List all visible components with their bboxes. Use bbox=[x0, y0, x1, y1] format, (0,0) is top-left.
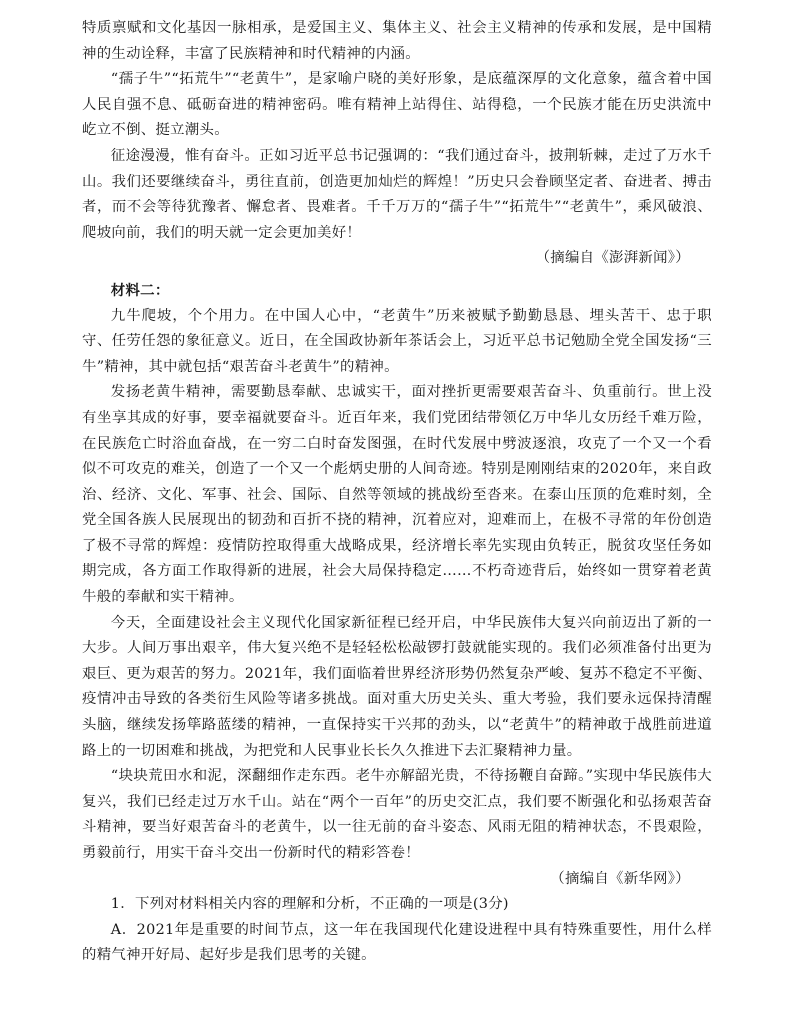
source-citation: （摘编自《新华网》） bbox=[550, 870, 690, 887]
material-heading: 材料二： bbox=[110, 281, 170, 299]
question-stem: 1．下列对材料相关内容的理解和分析，不正确的一项是(3分) bbox=[110, 896, 509, 913]
question-option-a: A．2021年是重要的时间节点，这一年在我国现代化建设进程中具有特殊重要性，用什么样的精气神开好局、起好步是我们思考的关键。 bbox=[82, 921, 712, 964]
paragraph: 发扬老黄牛精神，需要勤恳奉献、忠诚实干，面对挫折更需要艰苦奋斗、负重前行。世上没有坐享其成的好事，要幸福就要奋斗。近百年来，我们党团结带领亿万中华儿女历经千难万险，在民族危亡时浴血奋战，在一穷二白时奋发图强，在时代发展中劈波逐浪，攻克了一个又一个看似不可攻克的难关，创造了一个又一个彪炳史册的人间奇迹。特别是刚刚结束的2020年，来自政治、经济、文化、军事、社会、国际、自然等领域的挑战纷至沓来。在泰山压顶的危难时刻，全党全国各族人民展现出的韧劲和百折不挠的精神，沉着应对，迎难而上，在极不寻常的年份创造了极不寻常的辉煌：疫情防控取得重大战略成果，经济增长率先实现由负转正，脱贫攻坚任务如期完成，各方面工作取得新的进展，社会大局保持稳定……不朽奇迹背后，始终如一贯穿着老黄牛般的奉献和实干精神。 bbox=[82, 384, 712, 606]
paragraph: 九牛爬坡，个个用力。在中国人心中，“老黄牛”历来被赋予勤勤恳恳、埋头苦干、忠于职守、任劳任怨的象征意义。近日，在全国政协新年茶话会上，习近平总书记勉励全党全国发扬“三牛”精神，其中就包括“艰苦奋斗老黄牛”的精神。 bbox=[82, 307, 712, 375]
paragraph: “孺子牛”“拓荒牛”“老黄牛”，是家喻户晓的美好形象，是底蕴深厚的文化意象，蕴含着中国人民自强不息、砥砺奋进的精神密码。唯有精神上站得住、站得稳，一个民族才能在历史洪流中屹立不倒、挺立潮头。 bbox=[82, 71, 712, 139]
paragraph: 征途漫漫，惟有奋斗。正如习近平总书记强调的：“我们通过奋斗，披荆斩棘，走过了万水千山。我们还要继续奋斗，勇往直前，创造更加灿烂的辉煌！”历史只会眷顾坚定者、奋进者、搏击者，而不会等待犹豫者、懈怠者、畏难者。千千万万的“孺子牛”“拓荒牛”“老黄牛”，乘风破浪、爬坡向前，我们的明天就一定会更加美好！ bbox=[82, 147, 712, 241]
paragraph: “块块荒田水和泥，深翻细作走东西。老牛亦解韶光贵，不待扬鞭自奋蹄。”实现中华民族伟大复兴，我们已经走过万水千山。站在“两个一百年”的历史交汇点，我们要不断强化和弘扬艰苦奋斗精神，要当好艰苦奋斗的老黄牛，以一往无前的奋斗姿态、风雨无阻的精神状态，不畏艰险，勇毅前行，用实干奋斗交出一份新时代的精彩答卷！ bbox=[82, 768, 712, 861]
paragraph-continuation: 特质禀赋和文化基因一脉相承，是爱国主义、集体主义、社会主义精神的传承和发展，是中国精神的生动诠释，丰富了民族精神和时代精神的内涵。 bbox=[82, 20, 712, 62]
paragraph: 今天，全面建设社会主义现代化国家新征程已经开启，中华民族伟大复兴向前迈出了新的一大步。人间万事出艰辛，伟大复兴绝不是轻轻松松敲锣打鼓就能实现的。我们必须准备付出更为艰巨、更为艰苦的努力。2021年，我们面临着世界经济形势仍然复杂严峻、复苏不稳定不平衡、疫情冲击导致的各类衍生风险等诸多挑战。面对重大历史关头、重大考验，我们要永远保持清醒头脑，继续发扬筚路蓝缕的精神，一直保持实干兴邦的劲头，以“老黄牛”的精神敢于战胜前进道路上的一切困难和挑战，为把党和人民事业长长久久推进下去汇聚精神力量。 bbox=[82, 614, 712, 759]
source-citation: （摘编自《澎湃新闻》） bbox=[535, 250, 690, 267]
